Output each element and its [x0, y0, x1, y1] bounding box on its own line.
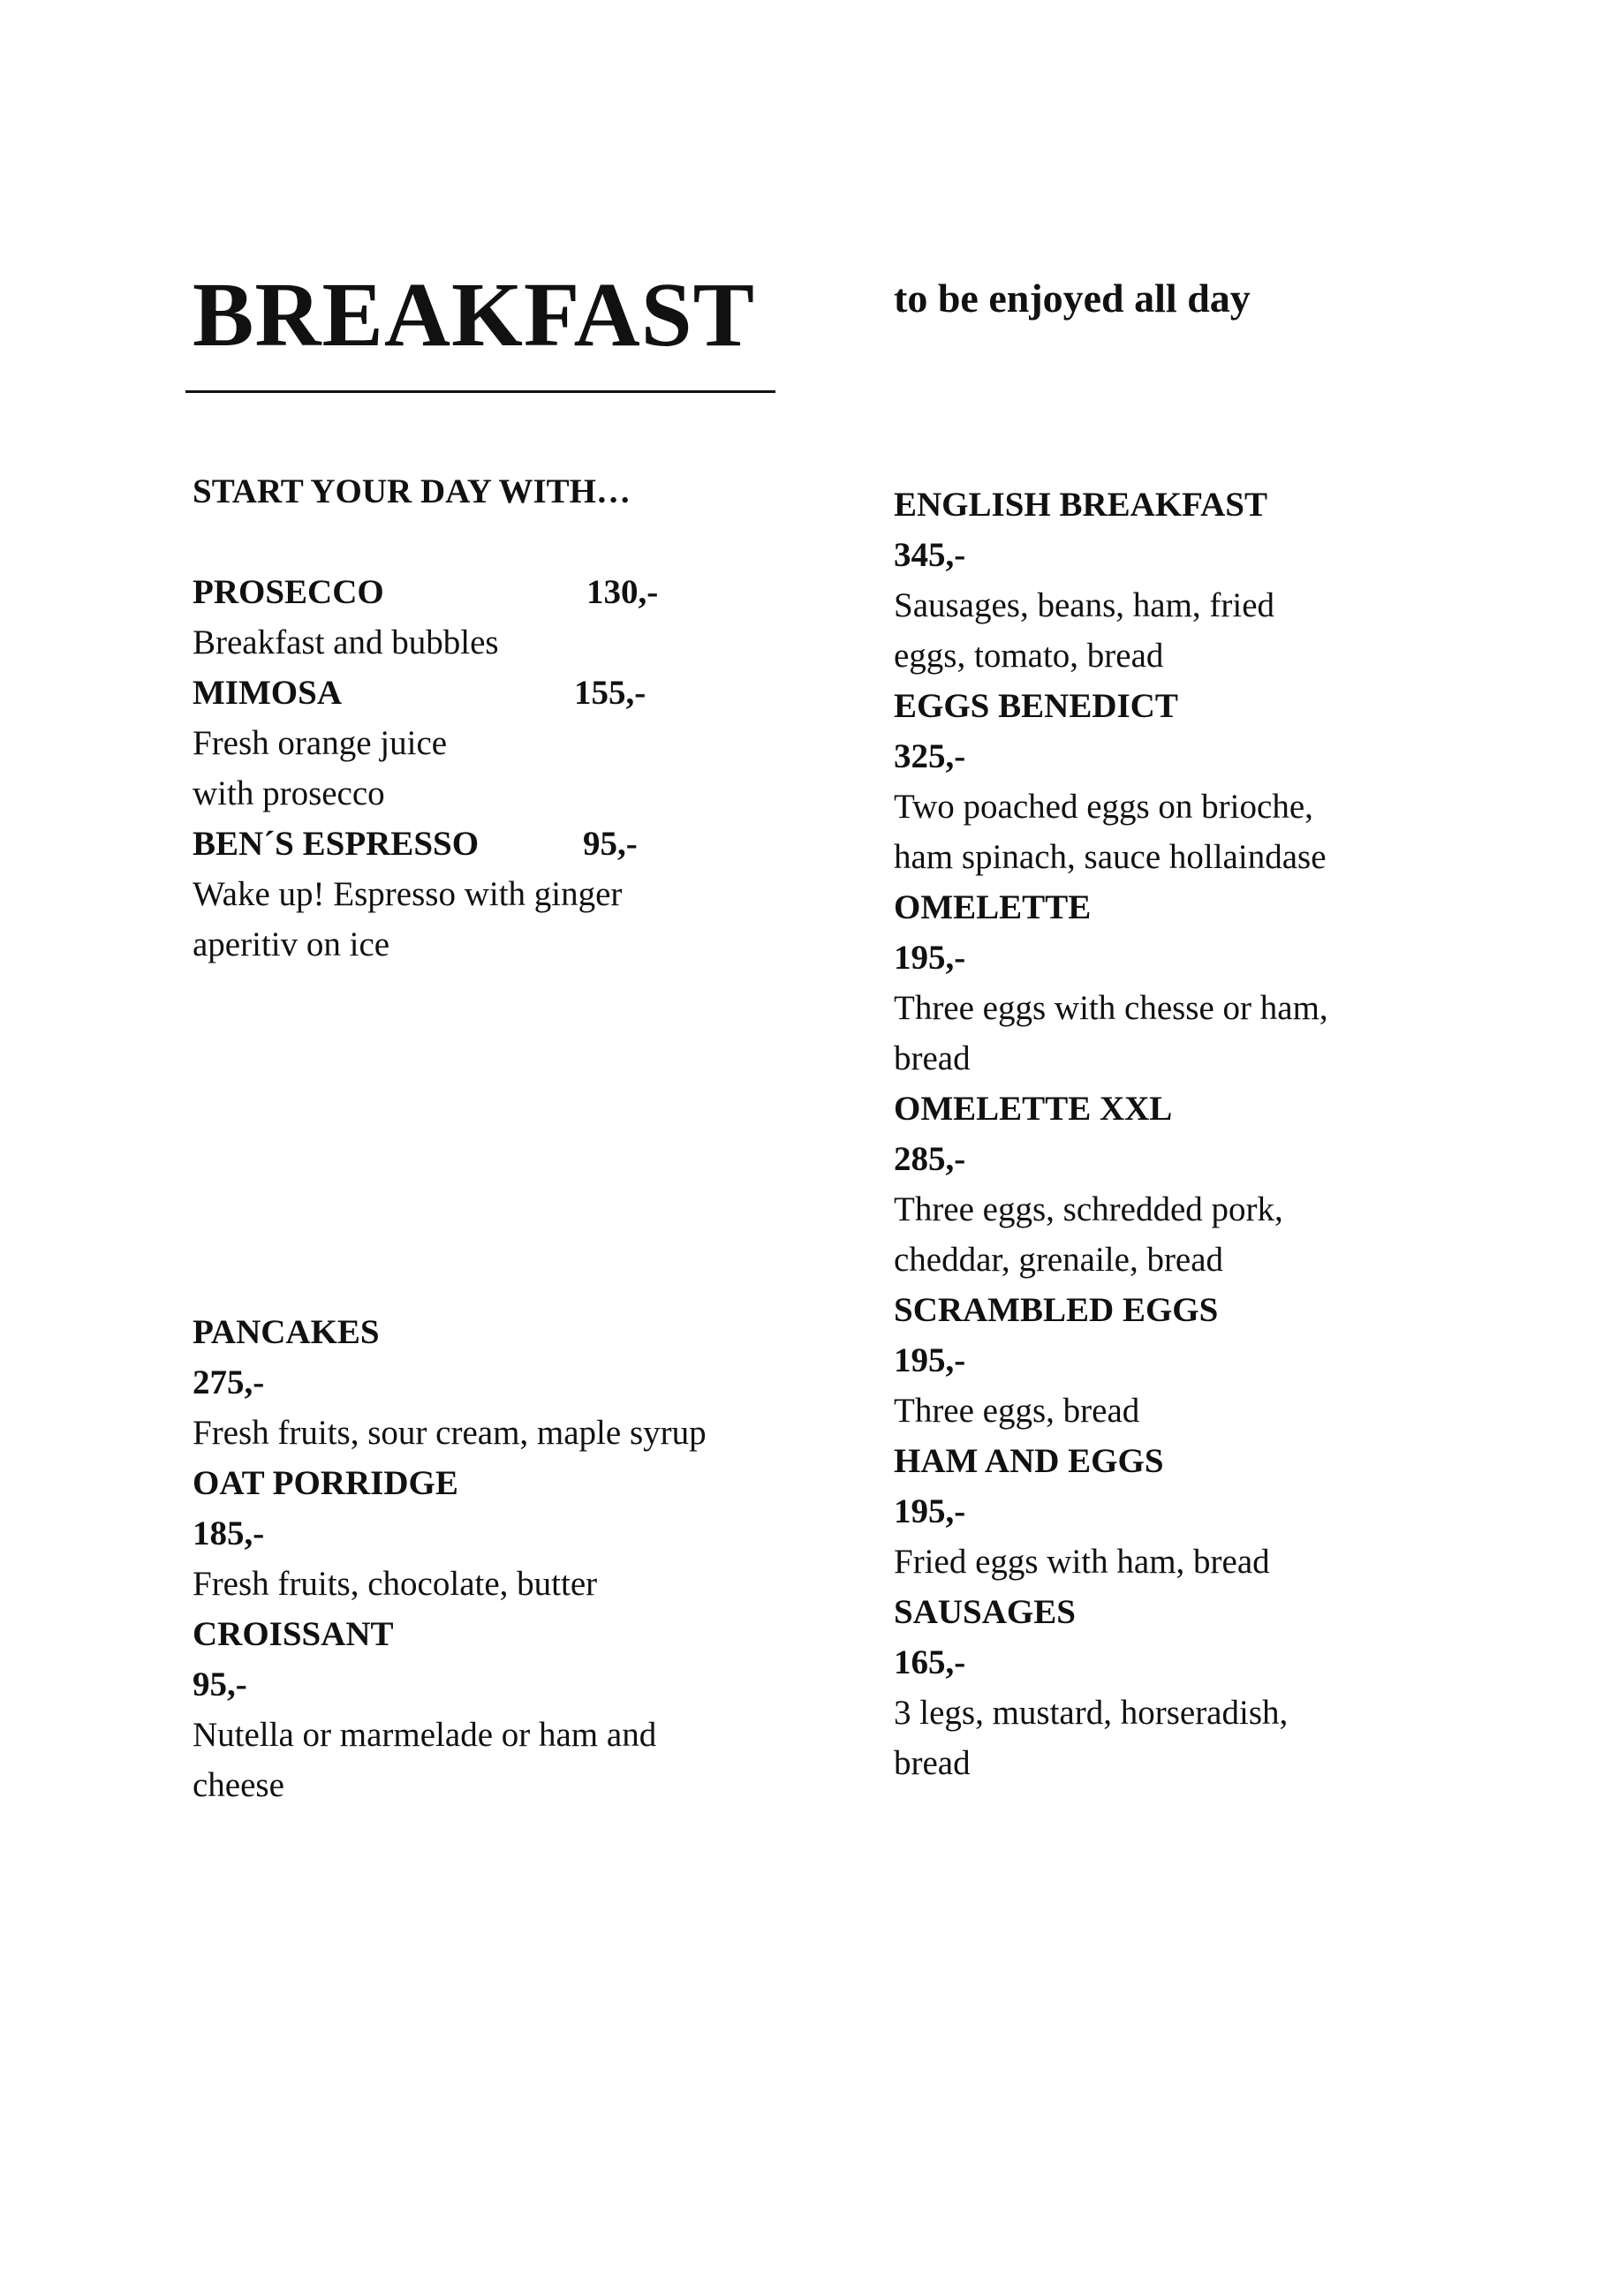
menu-item	[894, 1285, 1441, 1436]
right-food-list	[894, 480, 1441, 1788]
item-description: Three eggs, bread	[894, 1392, 1140, 1430]
item-price: 95,-	[583, 825, 638, 863]
item-price: 155,-	[574, 674, 646, 712]
item-name: SAUSAGES	[894, 1593, 1076, 1631]
item-name: EGGS BENEDICT	[894, 687, 1178, 725]
item-description: bread	[894, 1039, 971, 1077]
item-price: 195,-	[894, 1341, 966, 1379]
item-description: cheddar, grenaile, bread	[894, 1241, 1224, 1279]
item-name: MIMOSA	[193, 674, 342, 712]
item-description: with prosecco	[193, 774, 385, 812]
item-name: OMELETTE XXL	[894, 1090, 1173, 1128]
menu-item	[193, 1458, 811, 1609]
item-name: SCRAMBLED EGGS	[894, 1291, 1219, 1329]
item-description: bread	[894, 1744, 971, 1782]
item-description: Breakfast and bubbles	[193, 623, 499, 661]
item-description: Three eggs, schredded pork,	[894, 1190, 1283, 1228]
item-description: Two poached eggs on brioche,	[894, 788, 1313, 826]
item-description: Fresh fruits, chocolate, butter	[193, 1565, 598, 1603]
title-underline	[185, 390, 775, 393]
item-description: Fresh orange juice	[193, 724, 448, 762]
item-description: Fresh fruits, sour cream, maple syrup	[193, 1414, 707, 1452]
item-description: cheese	[193, 1766, 284, 1804]
menu-item	[193, 819, 758, 970]
item-description: ham spinach, sauce hollaindase	[894, 838, 1327, 876]
item-price: 185,-	[193, 1514, 265, 1552]
item-description: Wake up! Espresso with ginger	[193, 875, 623, 913]
menu-item	[894, 681, 1441, 882]
item-name: CROISSANT	[193, 1615, 394, 1653]
item-price: 165,-	[894, 1643, 966, 1681]
item-price: 325,-	[894, 737, 966, 775]
page-subtitle: to be enjoyed all day	[894, 276, 1251, 321]
item-description: 3 legs, mustard, horseradish,	[894, 1694, 1289, 1732]
item-price: 95,-	[193, 1665, 247, 1703]
page-title: BREAKFAST	[193, 264, 755, 366]
menu-item	[193, 1609, 811, 1810]
item-header	[193, 819, 758, 869]
item-description: Sausages, beans, ham, fried	[894, 586, 1275, 624]
item-description: Fried eggs with ham, bread	[894, 1543, 1270, 1581]
menu-item	[894, 1084, 1441, 1285]
item-price: 195,-	[894, 1492, 966, 1530]
item-name: ENGLISH BREAKFAST	[894, 486, 1267, 524]
item-price: 345,-	[894, 536, 966, 574]
menu-item	[894, 480, 1441, 681]
item-description: Three eggs with chesse or ham,	[894, 989, 1328, 1027]
menu-item	[193, 668, 758, 819]
item-description: aperitiv on ice	[193, 925, 390, 963]
item-price: 275,-	[193, 1363, 265, 1401]
item-header	[193, 567, 758, 617]
item-name: PROSECCO	[193, 573, 384, 611]
item-name: PANCAKES	[193, 1313, 380, 1351]
item-name: OAT PORRIDGE	[193, 1464, 458, 1502]
item-name: OMELETTE	[894, 888, 1092, 926]
menu-item	[894, 1436, 1441, 1587]
item-name: HAM AND EGGS	[894, 1442, 1164, 1480]
item-price: 285,-	[894, 1140, 966, 1178]
menu-item	[193, 567, 758, 668]
item-price: 195,-	[894, 939, 966, 977]
menu-item	[894, 882, 1441, 1084]
item-header	[193, 668, 758, 718]
menu-item	[193, 1307, 811, 1458]
item-name: BEN´S ESPRESSO	[193, 825, 480, 863]
item-description: eggs, tomato, bread	[894, 637, 1164, 675]
start-section	[193, 466, 758, 970]
menu-item	[894, 1587, 1441, 1788]
item-description: Nutella or marmelade or ham and	[193, 1716, 657, 1754]
item-price: 130,-	[586, 573, 659, 611]
left-food-list	[193, 1307, 811, 1810]
section-heading: START YOUR DAY WITH…	[193, 472, 631, 510]
